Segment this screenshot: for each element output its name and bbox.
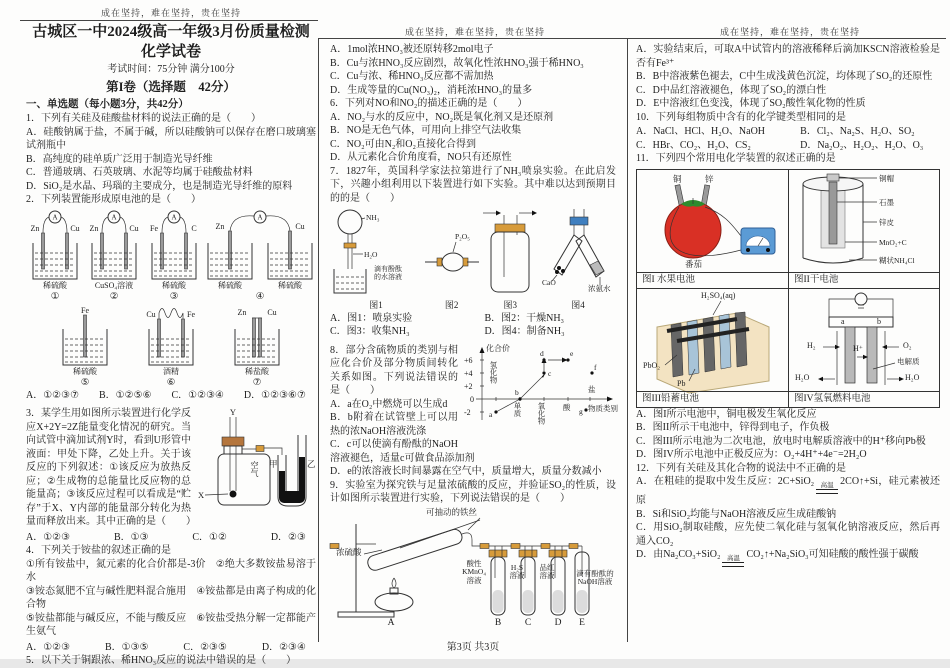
q7-option-c: C．图3：收集NH₃ bbox=[330, 326, 410, 337]
galvanic-cell-6-diagram bbox=[142, 301, 200, 387]
svg-text:f: f bbox=[594, 362, 597, 372]
q3-options bbox=[26, 531, 316, 545]
q2-option-c: C．①②③④ bbox=[171, 389, 224, 401]
q4-option-d: D．②③④ bbox=[261, 641, 306, 653]
q9-option-b: B．B中溶液紫色褪去，C中生成浅黄色沉淀，均体现了SO₂的还原性 bbox=[636, 71, 933, 82]
tick-minus2: -2 bbox=[464, 407, 471, 417]
page-number: 第3页 共3页 bbox=[446, 642, 500, 653]
category-oxide: 氧化物 bbox=[537, 401, 546, 424]
svg-text:稀盐酸: 稀盐酸 bbox=[245, 366, 269, 376]
svg-text:④: ④ bbox=[255, 291, 265, 302]
galvanic-cell-1-diagram bbox=[26, 209, 84, 301]
svg-text:D: D bbox=[554, 617, 562, 628]
svg-text:Zn: Zn bbox=[30, 223, 40, 233]
svg-text:Cu: Cu bbox=[146, 309, 156, 319]
galvanic-cell-4-diagram bbox=[204, 209, 316, 301]
q3-option-c: C．①② bbox=[192, 531, 227, 543]
tick-zero: 0 bbox=[470, 394, 474, 404]
q9-option-a: A．实验结束后，可取A中试管内的溶液稀释后滴加KSCN溶液检验是否有Fe³⁺ bbox=[636, 44, 940, 69]
svg-text:C: C bbox=[524, 617, 532, 628]
q4-stem: 4．下列关于铵盐的叙述正确的是 bbox=[26, 545, 171, 556]
q1-option-d: D．SiO₂是水晶、玛瑙的主要成分，也是制造光导纤维的原料 bbox=[26, 180, 293, 192]
svg-text:c: c bbox=[548, 368, 552, 378]
electrode-b-label: b bbox=[877, 316, 881, 326]
h2o-left-label: H₂O bbox=[795, 372, 810, 382]
svg-text:①: ① bbox=[50, 291, 60, 302]
q11-option-a: A．图I所示电池中，铜电极发生氧化反应 bbox=[636, 408, 817, 420]
q7-apparatus-figures bbox=[330, 207, 616, 311]
h2so4-label: H₂SO₄(aq) bbox=[701, 290, 736, 300]
q8-option-c: C．c可以使滴有酚酞的NaOH溶液褪色，适量c可做食品添加剂 bbox=[330, 439, 475, 464]
galvanic-cell-5-diagram bbox=[56, 301, 114, 387]
electrode-a-label: a bbox=[841, 316, 845, 326]
q11-option-b: B．图II所示干电池中，锌得到电子，作负极 bbox=[636, 422, 830, 433]
iron-wire-label: 可抽动的铁丝 bbox=[426, 506, 478, 517]
svg-text:P₂O₅: P₂O₅ bbox=[454, 232, 470, 241]
q7-option-b: B．图2：干燥NH₃ bbox=[484, 312, 565, 324]
h-plus-label: H⁺ bbox=[853, 343, 863, 353]
fig2-caption: 图2 bbox=[444, 299, 459, 310]
svg-text:锌: 锌 bbox=[705, 173, 714, 184]
slogan-right: 成在坚持，难在坚持，贵在坚持 bbox=[719, 27, 860, 37]
section-heading: 第I卷（选择题 42分） bbox=[106, 80, 236, 94]
q7-option-a: A．图1：喷泉实验 bbox=[330, 312, 413, 324]
svg-text:稀硫酸: 稀硫酸 bbox=[43, 280, 67, 290]
svg-text:B: B bbox=[494, 617, 502, 628]
svg-text:Fe: Fe bbox=[149, 223, 158, 233]
column-left bbox=[26, 22, 316, 668]
svg-text:乙: 乙 bbox=[307, 459, 316, 469]
galvanic-cell-7-diagram bbox=[228, 301, 286, 387]
q3-stem: 3．某学生用如图所示装置进行化学反应X+2Y=2Z能量变化情况的研究。当向试管中滴加试剂Y时，看到U形管中液面：甲处下降，乙处上升。关于该反应的下列叙述：①该反应为放热反应；②生成物的总能量比反应物的总能量高；③该反应过程可以看成是“贮存”于X、Y内部的能量部分转化为热量而释放出来。其中正确的是（ ） bbox=[26, 408, 196, 527]
q6-option-b: B．NO是无色气体，可用向上排空气法收集 bbox=[330, 125, 522, 136]
q6-option-a: A．NO₂与水的反应中，NO₂既是氧化剂又是还原剂 bbox=[330, 111, 554, 123]
svg-text:a: a bbox=[489, 409, 493, 419]
q4-options bbox=[26, 641, 316, 655]
q1-option-a: A．硅酸钠属于盐，不属于碱，所以硅酸钠可以保存在磨口玻璃塞试剂瓶中 bbox=[26, 126, 316, 151]
slogan-middle: 成在坚持，难在坚持，贵在坚持 bbox=[404, 27, 545, 37]
q1-stem: 1．下列有关硅及硅酸盐材料的说法正确的是（ ） bbox=[26, 113, 261, 124]
svg-text:CaO: CaO bbox=[541, 278, 556, 287]
svg-text:⑤: ⑤ bbox=[80, 377, 90, 388]
svg-text:稀硫酸: 稀硫酸 bbox=[161, 280, 186, 290]
q2-cell-diagrams-row2 bbox=[26, 301, 316, 387]
q4-item-line2: ③铵态氮肥不宜与碱性肥料混合施用 ④铵盐都是由离子构成的化合物 bbox=[26, 585, 316, 610]
q4-option-c: C．②③⑤ bbox=[183, 641, 227, 653]
svg-text:⑥: ⑥ bbox=[166, 377, 176, 388]
svg-text:H₂O: H₂O bbox=[364, 250, 378, 259]
naoh-label: 滴有酚酞的 NaOH溶液 bbox=[576, 568, 614, 586]
category-acid: 酸 bbox=[563, 402, 571, 412]
reaction-condition: 高温 bbox=[816, 482, 838, 494]
q3-option-b: B．①③ bbox=[113, 531, 149, 543]
q6-option-c: C．NO₂可由N₂和O₂直接化合得到 bbox=[330, 138, 477, 150]
svg-text:Zn: Zn bbox=[215, 221, 225, 231]
q10-option-b: B．Cl₂、Na₂S、H₂O、SO₂ bbox=[800, 126, 915, 137]
q10-options bbox=[636, 125, 940, 152]
q12-option-d: D．由Na₂CO₃+SiO₂ 高温 CO₂↑+Na₂SiO₃可知硅酸的酸性强于碳酸 bbox=[636, 548, 940, 567]
q12-option-c: C．用SiO₂制取硅酸，应先使二氧化硅与氢氧化钠溶液反应，然后再通入CO₂ bbox=[636, 522, 940, 547]
gas-bottle-diagram bbox=[481, 207, 539, 311]
svg-text:稀硫酸: 稀硫酸 bbox=[277, 280, 302, 290]
svg-text:A: A bbox=[52, 213, 58, 221]
galvanic-cell-3-diagram bbox=[145, 209, 203, 301]
zinc-shell-label: 锌皮 bbox=[879, 217, 894, 227]
phenolphthalein-note-line1: 滴有酚酞 bbox=[374, 265, 402, 273]
fig1-caption: 图1 bbox=[369, 299, 383, 310]
tick-plus2: +2 bbox=[464, 381, 473, 391]
fig3-caption: 图3 bbox=[503, 299, 518, 310]
q11-stem: 11．下列四个常用电化学装置的叙述正确的是 bbox=[636, 153, 836, 164]
q8-option-d: D．e的浓溶液长时间暴露在空气中，质量增大，质量分数减小 bbox=[330, 466, 602, 477]
svg-text:Zn: Zn bbox=[237, 307, 247, 317]
copper-cap-label: 铜帽 bbox=[879, 173, 894, 183]
q8-valence-category-chart bbox=[462, 344, 616, 450]
q9-option-c: C．D中品红溶液褪色，体现了SO₂的漂白性 bbox=[636, 84, 827, 96]
fig3-caption: 图III铅蓄电池 bbox=[637, 391, 788, 407]
q1-option-b: B．高纯度的硅单质广泛用于制造光导纤维 bbox=[26, 153, 213, 165]
q8-option-b: B．b附着在试管壁上可以用热的浓NaOH溶液洗涤 bbox=[330, 412, 458, 437]
svg-text:稀硫酸: 稀硫酸 bbox=[73, 366, 97, 376]
electrolyte-label: 电解质 bbox=[897, 356, 920, 366]
svg-text:X: X bbox=[198, 490, 205, 500]
nh4cl-paste-label: 糊状NH₄Cl bbox=[879, 255, 915, 265]
svg-text:b: b bbox=[515, 387, 519, 397]
svg-text:Zn: Zn bbox=[89, 223, 99, 233]
fountain-experiment-diagram bbox=[330, 207, 422, 311]
q7-options bbox=[330, 312, 616, 339]
chart-y-label: 化合价 bbox=[486, 343, 510, 353]
svg-text:稀硫酸: 稀硫酸 bbox=[217, 280, 242, 290]
q7-option-d: D．图4：制备NH₃ bbox=[484, 326, 565, 337]
q2-cell-diagrams-row1 bbox=[26, 209, 316, 301]
q3-option-a: A．①②③ bbox=[26, 531, 71, 543]
reaction-condition: 高温 bbox=[722, 555, 744, 567]
svg-text:甲: 甲 bbox=[269, 459, 278, 469]
pbo2-label: PbO₂ bbox=[643, 360, 661, 370]
q11-option-d: D．图IV所示电池中正极反应为：O₂+4H⁺+4e⁻=2H₂O bbox=[636, 449, 867, 460]
graphite-label: 石墨 bbox=[879, 197, 894, 207]
category-salt: 盐 bbox=[588, 384, 596, 394]
q11-device-table bbox=[636, 169, 940, 408]
svg-text:Cu: Cu bbox=[267, 307, 277, 317]
q10-option-c: C．HBr、CO₂、H₂O、CS₂ bbox=[636, 139, 751, 151]
divider bbox=[318, 38, 628, 39]
h2s-label: H₂S 溶液 bbox=[509, 562, 525, 580]
conc-sulfuric-acid-label: 浓硫酸 bbox=[336, 546, 362, 557]
svg-text:d: d bbox=[540, 348, 544, 358]
drying-bulb-diagram bbox=[423, 207, 481, 311]
part-heading: 一、单选题（每小题3分，共42分） bbox=[26, 99, 189, 110]
column-divider bbox=[318, 38, 319, 642]
svg-text:C: C bbox=[190, 223, 197, 233]
exam-info: 考试时间：75分钟 满分100分 bbox=[107, 64, 235, 75]
svg-text:酒精: 酒精 bbox=[163, 366, 179, 376]
q2-stem: 2．下列装置能形成原电池的是（ ） bbox=[26, 194, 201, 205]
q10-stem: 10．下列每组物质中含有的化学键类型相同的是 bbox=[636, 111, 846, 123]
q8-stem: 8．部分含硫物质的类别与相应化合价及部分物质间转化关系如图。下列说法错误的是（ ） bbox=[330, 344, 458, 396]
svg-text:e: e bbox=[570, 348, 574, 358]
column-middle bbox=[330, 43, 616, 626]
fig1-caption: 图I 水果电池 bbox=[637, 272, 788, 288]
fig4-caption: 图IV氢氧燃料电池 bbox=[788, 391, 939, 407]
svg-text:Fe: Fe bbox=[81, 305, 89, 315]
q2-options bbox=[26, 389, 316, 403]
svg-text:铜: 铜 bbox=[673, 173, 682, 184]
svg-text:CuSO₄溶液: CuSO₄溶液 bbox=[95, 280, 134, 290]
o2-label: O₂ bbox=[903, 340, 912, 350]
pb-label: Pb bbox=[677, 378, 686, 388]
svg-text:A: A bbox=[171, 213, 177, 221]
svg-text:A: A bbox=[257, 213, 263, 221]
category-hydride: 氢化物 bbox=[489, 360, 498, 383]
q5-option-d: D．生成等量的Cu(NO₃)₂，消耗浓HNO₃的量多 bbox=[330, 84, 533, 96]
svg-text:③: ③ bbox=[169, 291, 178, 302]
fig4-caption: 图4 bbox=[571, 299, 585, 310]
q4-option-b: B．①③⑤ bbox=[104, 641, 149, 653]
dry-cell-diagram bbox=[788, 170, 939, 272]
q5-option-a: A．1mol浓HNO₃被还原转移2mol电子 bbox=[330, 44, 494, 55]
q9-option-d: D．E中溶液红色变浅，体现了SO₂酸性氧化物的性质 bbox=[636, 98, 866, 109]
q3-apparatus-diagram bbox=[194, 407, 316, 511]
q5-option-b: B．Cu与浓HNO₃反应剧烈，故氧化性浓HNO₃强于稀HNO₃ bbox=[330, 57, 584, 69]
q8-block bbox=[330, 344, 616, 479]
divider bbox=[20, 20, 318, 21]
svg-text:Cu: Cu bbox=[295, 221, 305, 231]
q7-stem: 7．1827年，英国科学家法拉第进行了NH₃喷泉实验。在此启发下，兴趣小组利用以下装置进行如下实验。其中难以达到预期目的的是（ ） bbox=[330, 165, 616, 204]
q5-option-c: C．Cu与浓、稀HNO₃反应都不需加热 bbox=[330, 71, 494, 82]
fig2-caption: 图II干电池 bbox=[788, 272, 939, 288]
divider bbox=[628, 38, 946, 39]
q4-item-line3: ⑤铵盐都能与碱反应，不能与酸反应 ⑥铵盐受热分解一定都能产生氨气 bbox=[26, 612, 316, 637]
svg-text:Y: Y bbox=[229, 407, 237, 417]
tick-plus6: +6 bbox=[464, 355, 473, 365]
q2-option-d: D．①②③⑥⑦ bbox=[243, 389, 306, 401]
y-tube-diagram bbox=[540, 207, 616, 311]
q1-option-c: C．普通玻璃、石英玻璃、水泥等均属于硅酸盐材料 bbox=[26, 167, 253, 178]
galvanic-cell-2-diagram bbox=[85, 209, 143, 301]
svg-text:番茄: 番茄 bbox=[685, 258, 703, 269]
q4-item-line1: ①所有铵盐中，氮元素的化合价都是-3价 ②绝大多数铵盐易溶于水 bbox=[26, 558, 316, 583]
q10-option-d: D．Na₂O₂、H₂O₂、H₂O、O₃ bbox=[800, 139, 924, 151]
fuel-cell-diagram bbox=[788, 289, 939, 391]
q2-option-b: B．①②⑤⑥ bbox=[99, 389, 152, 401]
q6-stem: 6．下列对NO和NO₂的描述正确的是（ ） bbox=[330, 98, 528, 109]
svg-text:浓氨水: 浓氨水 bbox=[587, 284, 611, 293]
q8-option-a: A．a在O₂中燃烧可以生成d bbox=[330, 398, 448, 410]
fruit-battery-diagram bbox=[637, 170, 788, 272]
q12-option-a: A．在粗硅的提取中发生反应：2C+SiO₂ 高温 2CO↑+Si，硅元素被还原 bbox=[636, 476, 940, 506]
q3-block bbox=[26, 407, 316, 544]
svg-text:Cu: Cu bbox=[70, 223, 80, 233]
pinhong-label: 品红 溶液 bbox=[539, 562, 555, 580]
q10-option-a: A．NaCl、HCl、H₂O、NaOH bbox=[636, 126, 766, 137]
svg-text:A: A bbox=[111, 213, 117, 221]
chart-x-label: 物质类别 bbox=[588, 403, 618, 413]
mno2-c-label: MnO₂+C bbox=[879, 237, 907, 247]
slogan-left: 成在坚持，难在坚持，贵在坚持 bbox=[100, 8, 241, 18]
q11-option-c: C．图III所示电池为二次电池，放电时电解质溶液中的H⁺移向Pb极 bbox=[636, 435, 926, 447]
svg-text:Fe: Fe bbox=[187, 309, 195, 319]
svg-text:A: A bbox=[387, 617, 395, 628]
column-divider bbox=[627, 38, 628, 642]
lead-acid-battery-diagram bbox=[637, 289, 788, 391]
q3-option-d: D．②③ bbox=[270, 531, 306, 543]
q6-option-d: D．从元素化合价角度看，NO只有还原性 bbox=[330, 152, 512, 163]
h2-label: H₂ bbox=[807, 340, 816, 350]
q12-stem: 12．下列有关硅及其化合物的说法中不正确的是 bbox=[636, 462, 846, 474]
svg-text:E: E bbox=[579, 617, 585, 628]
tick-plus4: +4 bbox=[464, 368, 473, 378]
svg-text:Cu: Cu bbox=[129, 223, 139, 233]
phenolphthalein-note-line2: 的水溶液 bbox=[374, 273, 402, 281]
kmno4-label: 酸性 KMnO₄ 溶液 bbox=[462, 558, 486, 585]
svg-text:g: g bbox=[579, 406, 583, 416]
category-element: 单质 bbox=[513, 401, 522, 417]
svg-text:②: ② bbox=[110, 291, 119, 302]
q9-stem: 9．实验室为探究铁与足量浓硫酸的反应，并验证SO₂的性质，设计如图所示装置进行实验，下列说法错误的是（ ） bbox=[330, 479, 616, 504]
column-right bbox=[636, 43, 940, 567]
svg-text:NH₃: NH₃ bbox=[366, 213, 380, 222]
q9-apparatus-diagram bbox=[330, 508, 616, 626]
page-title: 古城区一中2024级高一年级3月份质量检测化学试卷 bbox=[32, 24, 310, 60]
air-label: 空气 bbox=[250, 461, 259, 477]
svg-text:⑦: ⑦ bbox=[252, 377, 262, 388]
q4-option-a: A．①②③ bbox=[26, 641, 71, 653]
q5-stem: 5．以下关于铜跟浓、稀HNO₃反应的说法中错误的是（ ） bbox=[26, 655, 297, 666]
h2o-right-label: H₂O bbox=[905, 372, 920, 382]
q12-option-b: B．Si和SiO₂均能与NaOH溶液反应生成硅酸钠 bbox=[636, 508, 837, 520]
q2-option-a: A．①②③⑦ bbox=[26, 389, 80, 401]
